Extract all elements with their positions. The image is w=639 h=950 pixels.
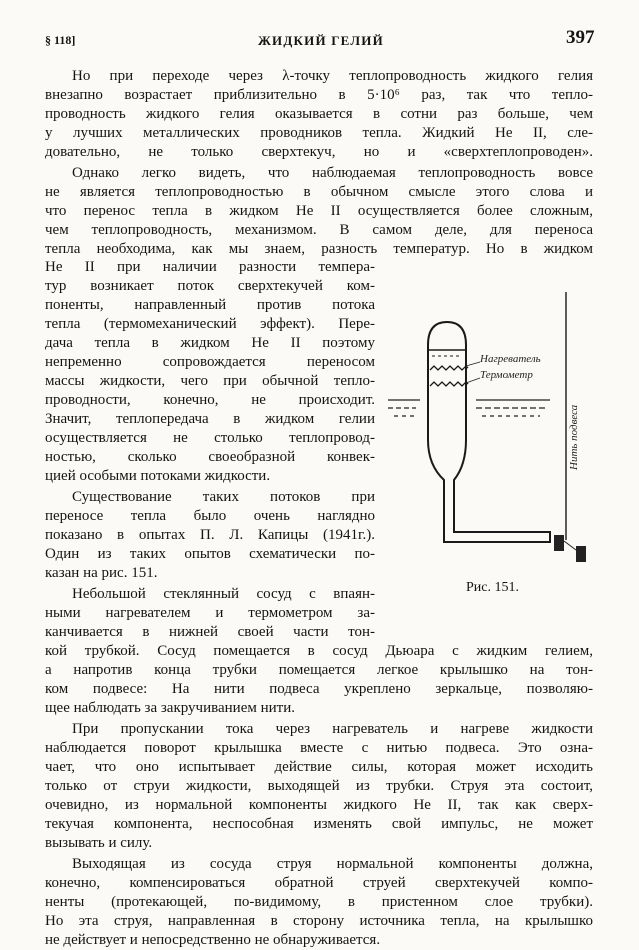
text-line: ком подвесе: На нити подвеса укреплено зеркальце, позволяю- [45,681,593,697]
text-line: очевидно, из нормальной компоненты жидкого Не II, так как сверх- [45,797,593,813]
text-line: переносе тепла было очень наглядно [45,508,375,524]
text-line: не является теплопроводностью в обычном смысле этого слова и [45,184,593,200]
text-line: чем теплопроводность, механизмом. В самом деле, для переноса [45,222,593,238]
text-line: Однако легко видеть, что наблюдаемая теплопроводность вовсе [72,165,593,181]
text-line: Не II при наличии разности темпера- [45,259,375,275]
section-number: § 118] [45,33,76,47]
text-line: кой трубкой. Сосуд помещается в сосуд Дьюара с жидким гелием, [45,643,593,659]
figure-151 [380,270,610,600]
text-line: тур возникает поток сверхтекучей ком- [45,278,375,294]
text-line: дача тепла в жидком Не II поэтому [45,335,375,351]
text-line: поненты, направленный против потока [45,297,375,313]
text-line: ностью, сколько своеобразной конвек- [45,449,375,465]
mirror-plate [576,546,586,562]
kapitza-apparatus-diagram [380,270,610,600]
text-line: что перенос тепла в жидком Не II осуществляется более сложным, [45,203,593,219]
text-line: канчивается в нижней своей части тон- [45,624,375,640]
text-line: чает, что оно испытывает действие силы, которая может исходить [45,759,593,775]
text-line: Выходящая из сосуда струя нормальной компоненты должна, [72,856,593,872]
text-line: а напротив конца трубки помещается легкое крылышко на тон- [45,662,593,678]
text-line: довательно, не только сверхтекуч, но и «сверхтеплопроводен». [45,144,593,160]
text-line: проводности, конечно, не происходит. [45,392,375,408]
text-line: Значит, теплопередача в жидком гелии [45,411,375,427]
text-line: цией особыми потоками жидкости. [45,468,271,484]
text-line: осуществляется не столько теплопровод- [45,430,375,446]
text-line: При пропускании тока через нагреватель и нагреве жидкости [72,721,593,737]
text-line: внезапно возрастает приблизительно в 5·10⁶ раз, так что тепло- [45,87,593,103]
vane-plate [554,535,564,551]
text-line: показано в опытах П. Л. Капицы (1941г.). [45,527,375,543]
thermometer-label: Термометр [480,369,533,381]
text-line: не действует и непосредственно не обнаруживается. [45,932,381,948]
text-line: Но эта струя, направленная в сторону источника тепла, на крылышко [45,913,593,929]
text-line: наблюдается поворот крылышка вместе с нитью подвеса. Это озна- [45,740,593,756]
text-line: только от струи жидкости, выходящей из трубки. Струя эта состоит, [45,778,593,794]
text-line: проводность жидкого гелия оказывается в сотни раз больше, чем [45,106,593,122]
text-line: тепла необходима, как мы знаем, разность температур. Но в жидком [45,241,593,257]
text-line: казан на рис. 151. [45,565,158,581]
page-number: 397 [566,27,595,48]
text-line: массы жидкости, чего при обычной тепло- [45,373,375,389]
text-line: вызывать и силу. [45,835,153,851]
text-line: текучая компонента, неспособная изменять свой импульс, не может [45,816,593,832]
running-title: ЖИДКИЙ ГЕЛИЙ [258,33,384,48]
text-line: Небольшой стеклянный сосуд с впаян- [72,586,375,602]
heater-label: Нагреватель [480,353,541,365]
text-line: у лучших металлических проводников тепла. Жидкий Не II, сле- [45,125,593,141]
text-line: Существование таких потоков при [72,489,375,505]
text-line: Один из таких опытов схематически по- [45,546,375,562]
text-line: конечно, компенсироваться обратной струей сверхтекучей компо- [45,875,593,891]
text-line: непременно сопровождается переносом [45,354,375,370]
text-line: Но при переходе через λ-точку теплопроводность жидкого гелия [72,68,593,84]
text-line: тепла (термомеханический эффект). Пере- [45,316,375,332]
text-line: ненты (протекающей, по-видимому, в пристенном слое трубки). [45,894,593,910]
text-line: ными нагревателем и термометром за- [45,605,375,621]
text-line: щее наблюдать за закручиванием нити. [45,700,295,716]
thread-label: Нить подвеса [568,404,580,470]
figure-caption: Рис. 151. [466,580,519,595]
liquid-surface-dashes [388,400,550,416]
thermometer [430,382,468,386]
heater-coil [430,366,468,370]
